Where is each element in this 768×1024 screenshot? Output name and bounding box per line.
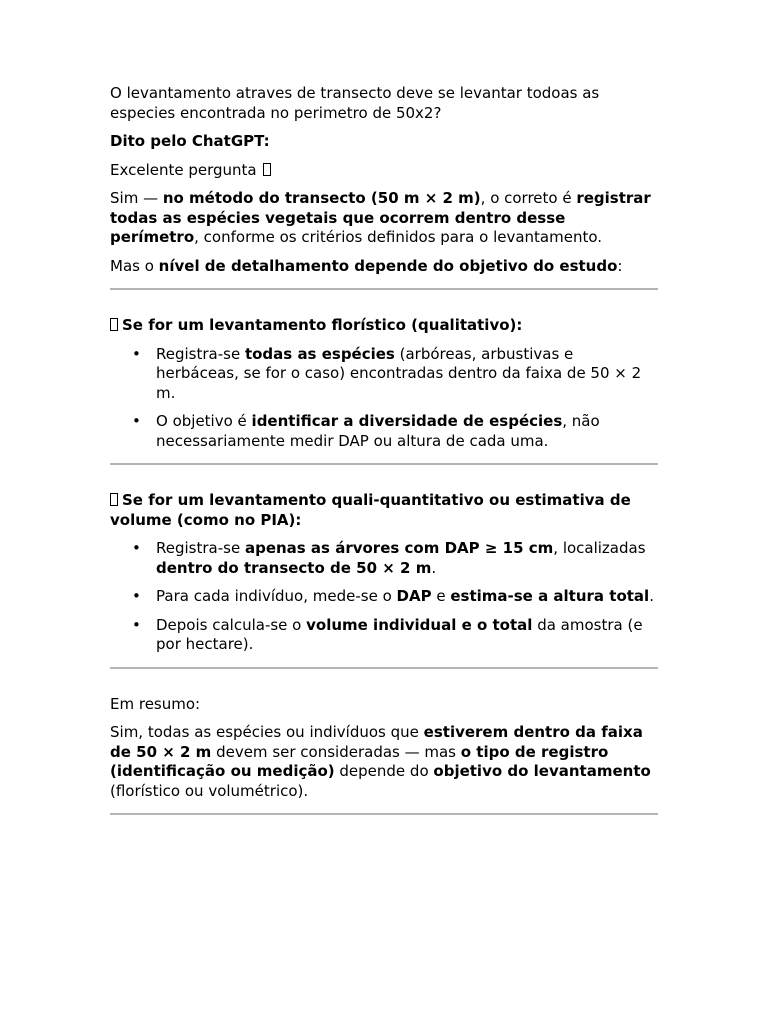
greeting-text-content: Excelente pergunta: [110, 160, 257, 179]
intro-t1: Sim —: [110, 189, 163, 207]
greeting-text: [110, 161, 658, 181]
list-item-b1: identificar a diversidade de espécies: [251, 412, 563, 430]
list-item-t2: , localizadas: [553, 539, 646, 557]
intro-t3: , conforme os critérios definidos para o levantamento.: [194, 228, 603, 246]
list-item-t2: , não necessariamente medir DAP ou altura de cada uma.: [156, 412, 600, 450]
list-item-t2: da amostra (e por hectare).: [156, 615, 643, 653]
summary-b1: estiverem dentro da faixa de 50 × 2 m: [110, 723, 643, 761]
intro-b1: no método do transecto (50 m × 2 m): [162, 189, 481, 207]
detail-t2: :: [617, 256, 623, 275]
list-item-t1: Registra-se: [156, 344, 245, 363]
list-item-t1: Para cada indivíduo, mede-se o: [156, 587, 397, 605]
list-item-b1: volume individual e o total: [306, 615, 533, 634]
detail-b1: nível de detalhamento depende do objetivo do estudo: [158, 256, 618, 275]
list-item-t1: Registra-se: [156, 539, 245, 557]
list-item-t2: e: [431, 587, 451, 605]
list-item: [156, 345, 658, 404]
list-item-t3: .: [431, 558, 437, 577]
list-item-t3: .: [649, 587, 654, 605]
section-quantitative-heading: [110, 491, 658, 530]
summary-t3: depende do: [334, 762, 434, 780]
section-floristic-list: [110, 345, 658, 452]
section-floristic-heading-text: Se for um levantamento florístico (qualitativo):: [122, 316, 523, 334]
summary-paragraph: [110, 723, 658, 801]
missing-glyph-icon: [110, 318, 118, 331]
detail-t1: Mas o: [110, 256, 159, 275]
missing-glyph-icon: [263, 163, 271, 176]
document-content: [110, 84, 658, 841]
speaker-label-text: Dito pelo ChatGPT:: [110, 132, 270, 150]
list-item-b2: dentro do transecto de 50 × 2 m: [156, 558, 432, 577]
section-quantitative-heading-text: Se for um levantamento quali-quantitativo ou estimativa de volume (como no PIA):: [110, 491, 631, 529]
list-item-b1: todas as espécies: [244, 344, 395, 363]
list-item: [156, 616, 658, 655]
list-item: [156, 412, 658, 451]
missing-glyph-icon: [110, 493, 118, 506]
divider: [110, 813, 658, 815]
summary-t4: (florístico ou volumétrico).: [110, 781, 309, 800]
intro-b2: registrar todas as espécies vegetais que ocorrem dentro desse perímetro: [110, 189, 651, 246]
summary-t2: devem ser consideradas — mas: [211, 742, 461, 761]
list-item: [156, 587, 658, 607]
summary-t1: Sim, todas as espécies ou indivíduos que: [110, 723, 424, 741]
speaker-label: [110, 132, 658, 152]
list-item: [156, 539, 658, 578]
list-item-b1: DAP: [396, 587, 432, 605]
summary-label: Em resumo:: [110, 694, 201, 713]
section-floristic-heading: [110, 316, 658, 336]
list-item-b1: apenas as árvores com DAP ≥ 15 cm: [244, 539, 554, 557]
section-quantitative-list: [110, 539, 658, 655]
question-text: O levantamento atraves de transecto deve se levantar todoas as especies encontrada no perimetro de 50x2?: [110, 84, 600, 122]
section-quantitative: [110, 491, 658, 655]
summary-b2: o tipo de registro (identificação ou medição): [110, 742, 609, 780]
intro-paragraph: [110, 189, 658, 248]
list-item-t2: (arbóreas, arbustivas e herbáceas, se for o caso) encontradas dentro da faixa de 50 × 2 m.: [156, 344, 642, 402]
detail-paragraph: [110, 257, 658, 277]
intro-t2: , o correto é: [480, 189, 577, 207]
summary-b3: objetivo do levantamento: [433, 762, 651, 780]
divider: [110, 288, 658, 290]
list-item-b2: estima-se a altura total: [450, 587, 650, 605]
list-item-t1: O objetivo é: [156, 412, 252, 430]
list-item-t1: Depois calcula-se o: [156, 615, 307, 634]
divider: [110, 463, 658, 465]
section-floristic: [110, 316, 658, 451]
divider: [110, 667, 658, 669]
